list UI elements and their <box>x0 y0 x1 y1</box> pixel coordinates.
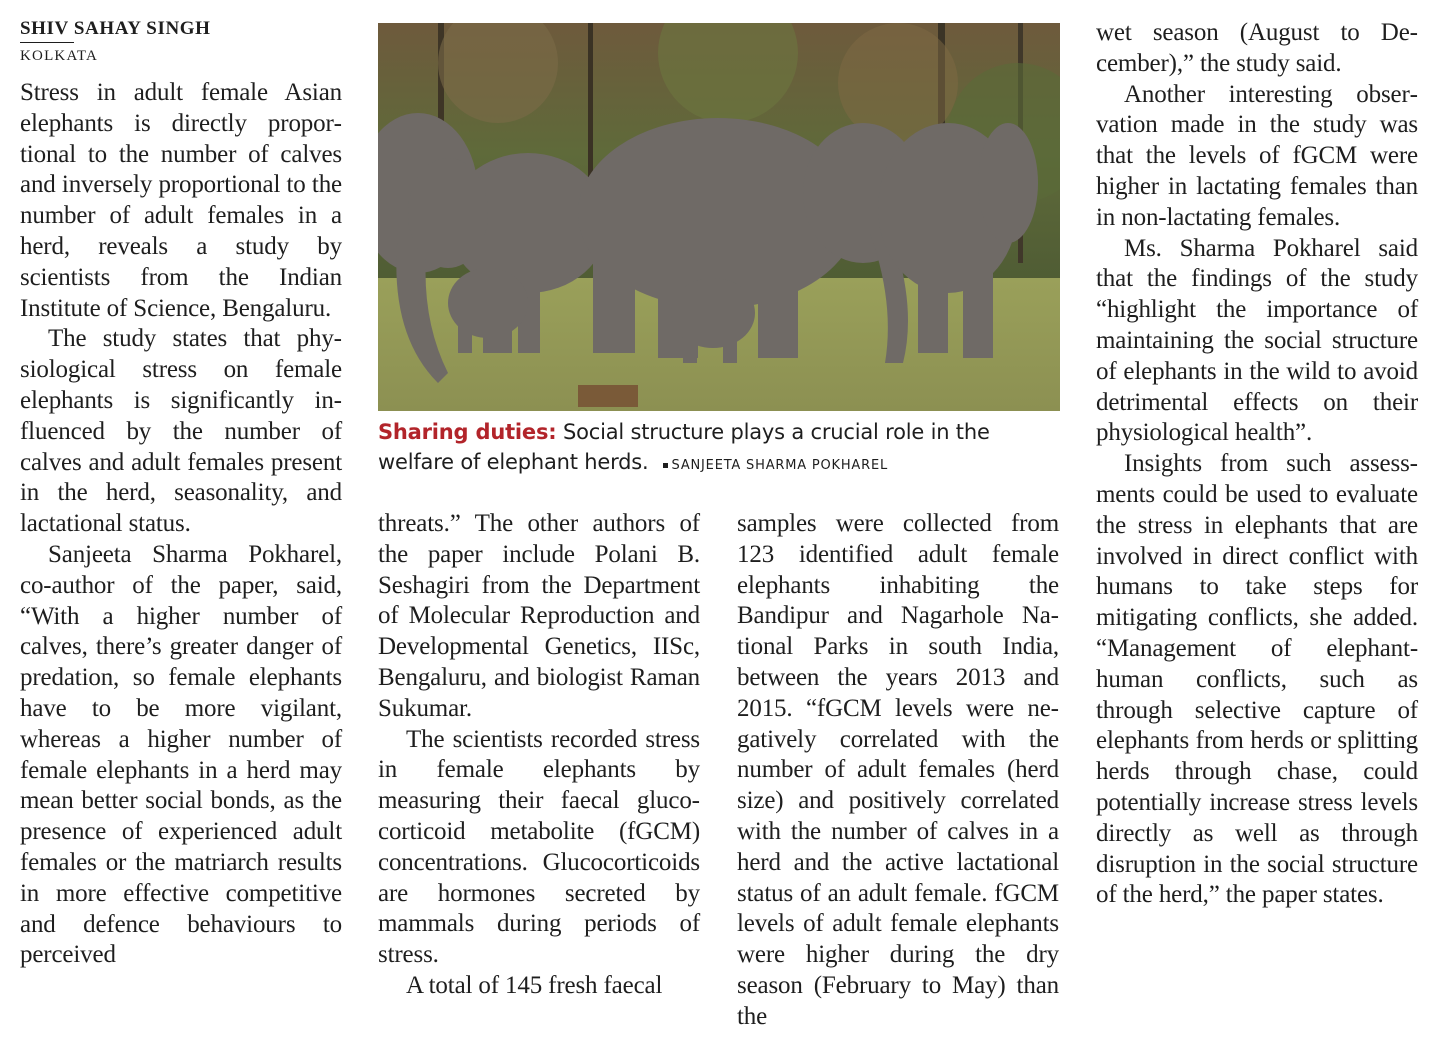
byline-author: SHIV SAHAY SINGH <box>20 18 211 39</box>
paragraph: threats.” The other authors of the paper include Polani B. Seshagiri from the Department of Molecular Reproduction and Developmental Genetics, IISc, Bengaluru, and biologist Raman Sukumar. <box>378 510 700 722</box>
elephant-herd-illustration <box>378 23 1060 411</box>
paragraph: Ms. Sharma Pokharel said that the findings of the study “highlight the importance of maintaining the social structure of elephants in the wild to avoid detrimental effects on their physiological health”. <box>1096 234 1418 447</box>
photo-credit <box>663 458 888 473</box>
byline-location: KOLKATA <box>20 48 99 64</box>
credit-square-icon <box>663 463 668 468</box>
paragraph: Sanjeeta Sharma Pokharel, co-author of the paper, said, “With a higher number of calves, there’s greater danger of predation, so female elephants have to be more vigilant, whereas a higher number of female elephants in a herd may mean better social bonds, as the presence of experienced adult females or the matriarch results in more effective competitive and defence behaviours to perceived <box>20 540 342 969</box>
paragraph: wet season (August to December),” the study said. <box>1096 19 1418 77</box>
paragraph: The scientists recorded stress in female elephants by measuring their faecal glucocorticoid metabolite (fGCM) concentrations. Glucocorticoids are hormones secreted by mammals during periods of stress. <box>378 725 700 969</box>
paragraph: The study states that physiological stress on female elephants is significantly influenced by the number of calves and adult females present in the herd, seasonality, and lactational status. <box>20 325 342 538</box>
article-column-4 <box>1096 18 1418 911</box>
photo-caption <box>378 417 1060 481</box>
byline-rule <box>20 42 74 43</box>
article-column-1 <box>20 78 342 971</box>
paragraph: Insights from such assessments could be used to evaluate the stress in elephants that are involved in direct conflict with humans to take steps for mitigating conflicts, she added. “Management of elephant-human conflicts, such as through selective capture of elephants from herds or splitting herds through chase, could potentially increase stress levels directly as well as through disruption in the social structure of the herd,” the paper states. <box>1096 450 1418 909</box>
paragraph: Another interesting observation made in the study was that the levels of fGCM were higher in lactating females than in non-lactating females. <box>1096 80 1418 231</box>
paragraph: Stress in adult female Asian elephants is directly proportional to the number of calves and inversely proportional to the number of adult females in a herd, reveals a study by scientists from the Indian Institute of Science, Bengaluru. <box>20 79 342 322</box>
article-column-2 <box>378 509 700 1002</box>
elephant-herd-photo <box>378 23 1060 411</box>
caption-text: Social structure plays a crucial role in the welfare of elephant herds. <box>378 420 990 474</box>
paragraph: samples were collected from 123 identified adult female elephants inhabiting the Bandipur and Nagarhole National Parks in south India, between the years 2013 and 2015. “fGCM levels were negatively correlated with the number of adult females (herd size) and positively correlated with the number of calves in a herd and the active lactational status of an adult female. fGCM levels of adult female elephants were higher during the dry season (February to May) than the <box>737 510 1059 1030</box>
article-column-3 <box>737 509 1059 1033</box>
caption-lead: Sharing duties: <box>378 420 557 444</box>
credit-text: SANJEETA SHARMA POKHAREL <box>671 458 889 473</box>
paragraph: A total of 145 fresh faecal <box>406 971 663 999</box>
